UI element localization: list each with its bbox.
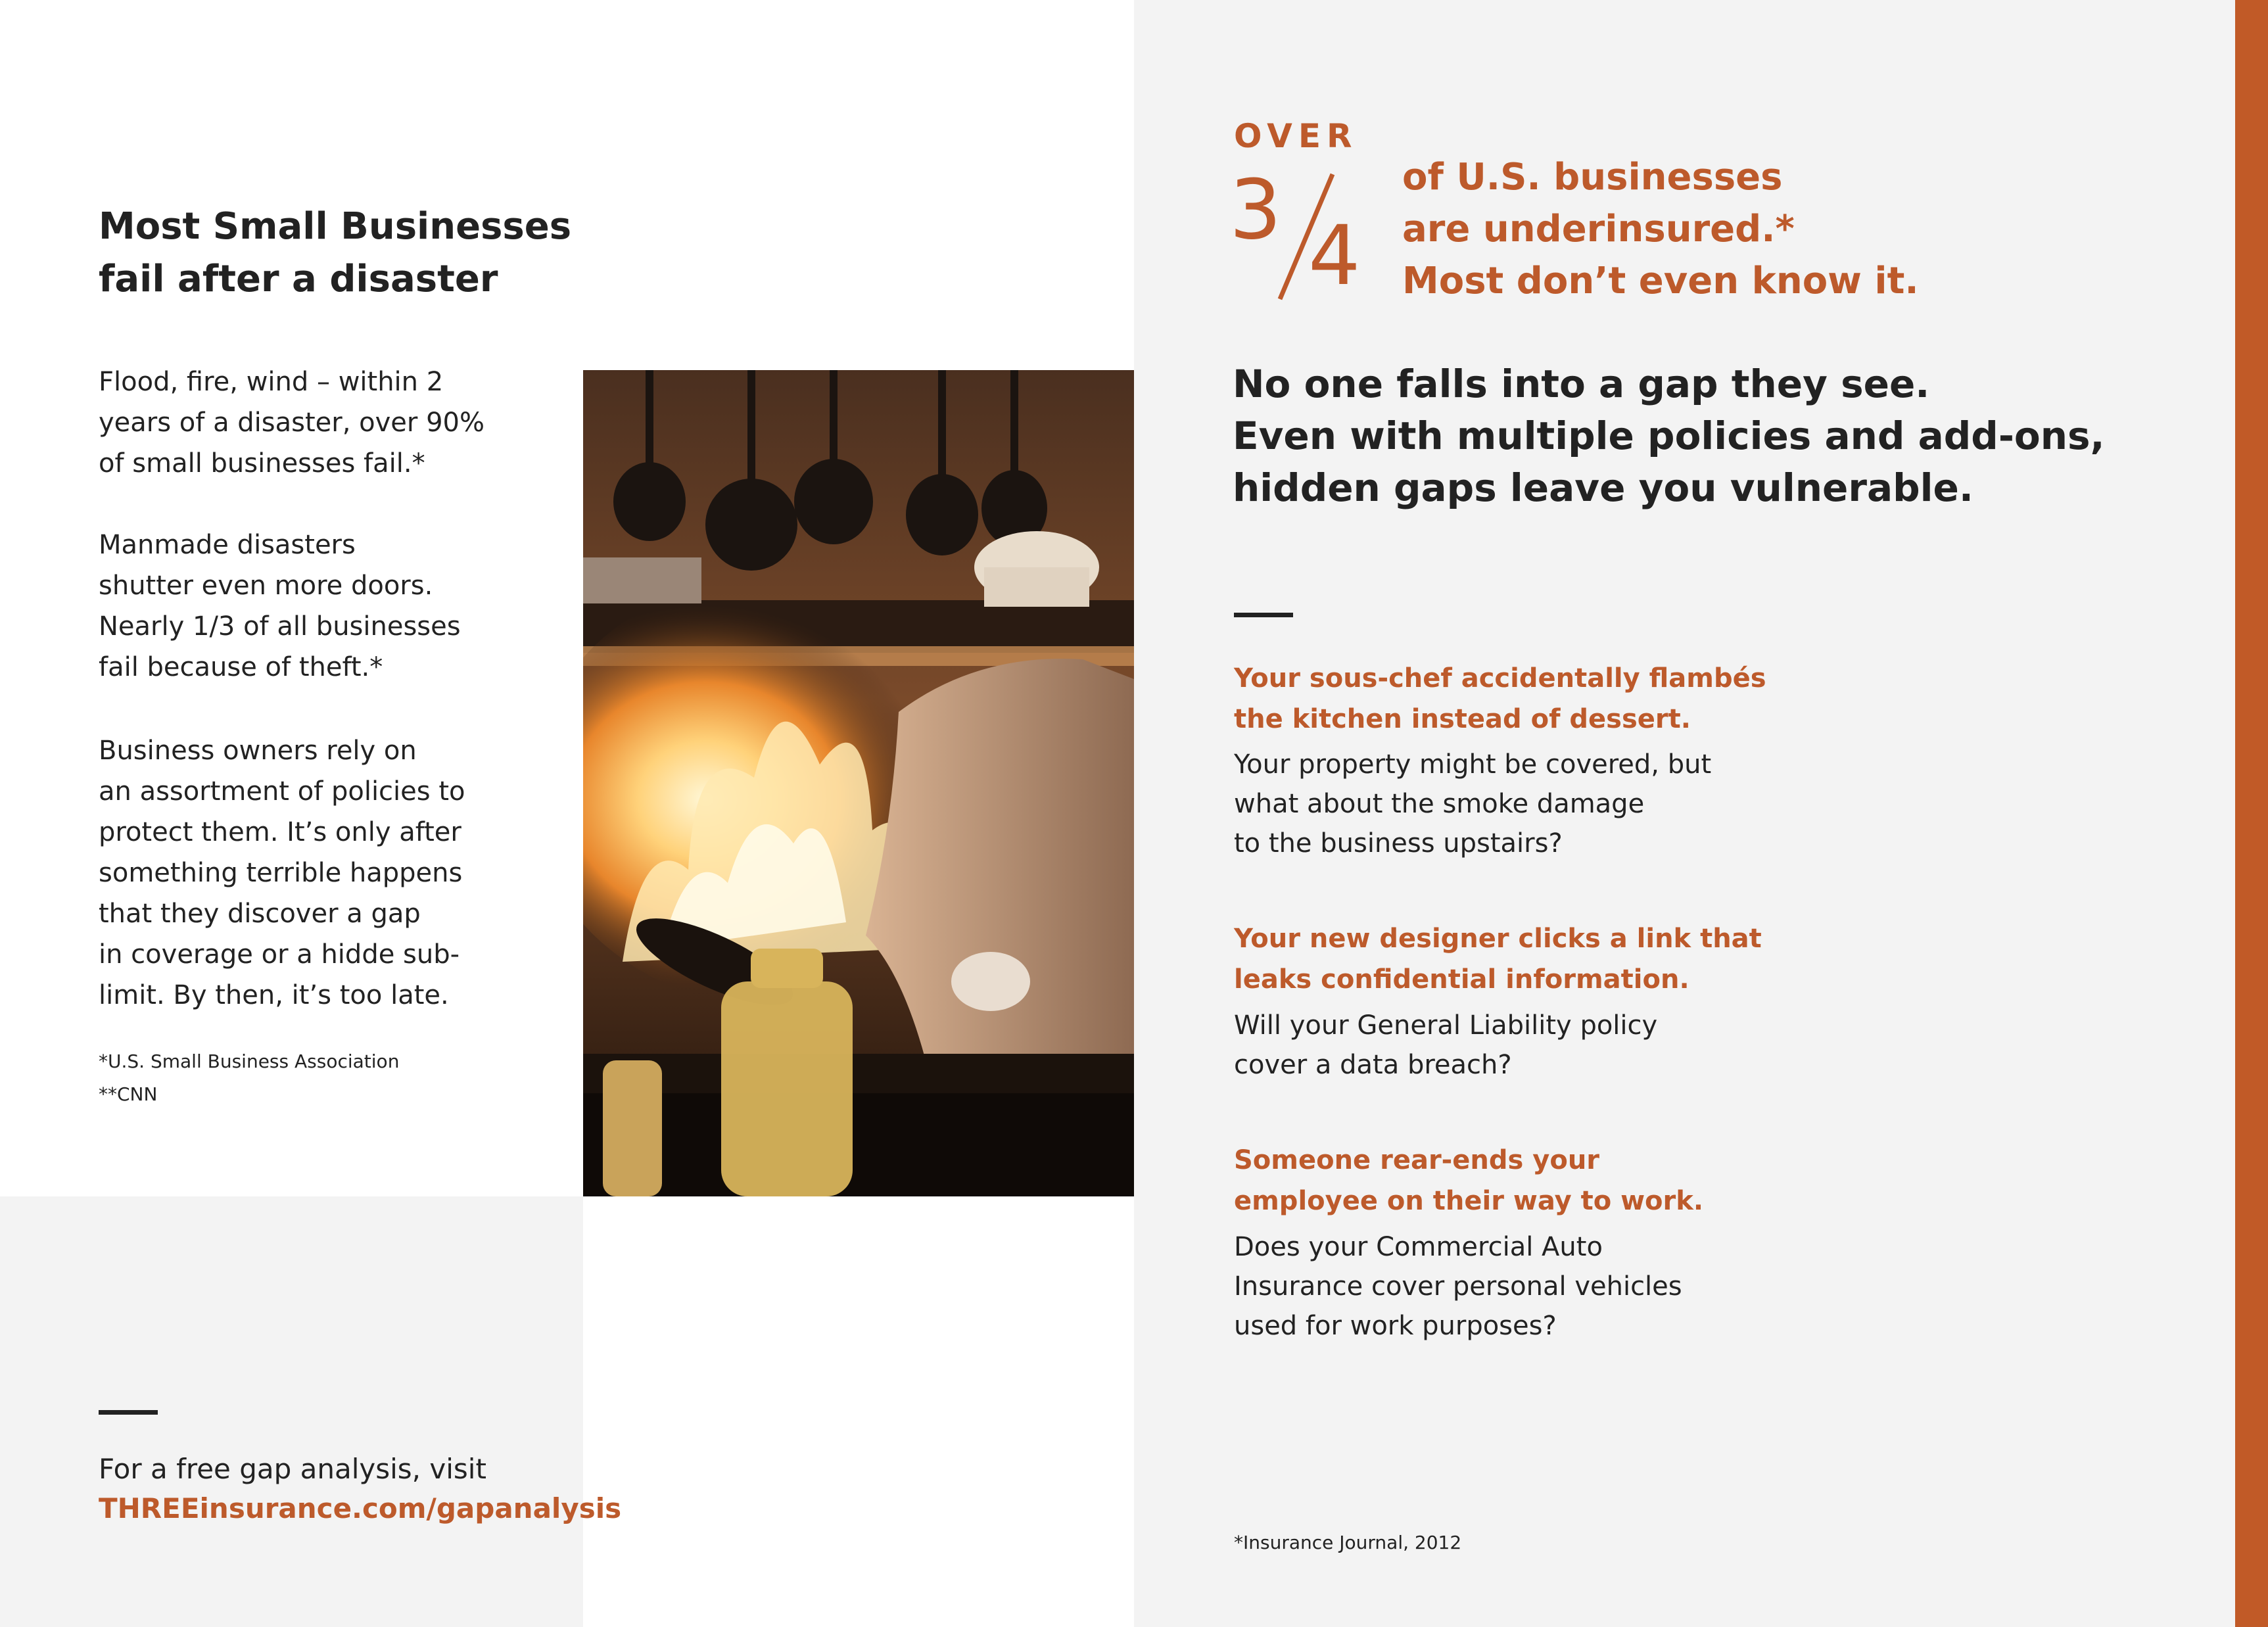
right-divider (1234, 613, 1293, 617)
fraction-numerator: 3 (1229, 162, 1282, 258)
left-bottom-panel-background (0, 1196, 583, 1627)
kitchen-fire-photo (583, 370, 1134, 1196)
paragraph-disasters: Flood, fire, wind – within 2 years of a disaster, over 90% of small businesses fail.* (99, 367, 484, 479)
scenario-2-body: Will your General Liability policy cover a data breach? (1234, 1010, 1658, 1080)
scenario-2-heading: Your new designer clicks a link that leaks confidential information. (1234, 924, 1762, 995)
paragraph-policies: Business owners rely on an assortment of policies to protect them. It’s only after something terrible happens that they discover a gap in coverage or a hidde sub- limit. By then, it’s too late. (99, 736, 465, 1010)
fraction-denominator: 4 (1308, 208, 1361, 304)
over-label: OVER (1234, 117, 1358, 155)
scenario-1-body: Your property might be covered, but what about the smoke damage to the business upstairs? (1234, 749, 1712, 859)
scenario-1-heading: Your sous-chef accidentally flambés the kitchen instead of dessert. (1234, 663, 1766, 734)
accent-strip (2235, 0, 2268, 1627)
left-footnotes: *U.S. Small Business Association **CNN (99, 1050, 400, 1105)
paragraph-manmade: Manmade disasters shutter even more doors. Nearly 1/3 of all businesses fail because of theft.* (99, 530, 461, 682)
underinsured-statement: of U.S. businesses are underinsured.* Most don’t even know it. (1402, 156, 1919, 302)
scenario-3-body: Does your Commercial Auto Insurance cover personal vehicles used for work purposes? (1234, 1232, 1682, 1341)
left-divider (99, 1410, 158, 1415)
cta-text: For a free gap analysis, visit (99, 1453, 486, 1485)
scenario-3-heading: Someone rear-ends your employee on their way to work. (1234, 1145, 1704, 1216)
right-footnote: *Insurance Journal, 2012 (1234, 1532, 1462, 1553)
left-title: Most Small Businesses fail after a disaster (99, 205, 572, 300)
three-quarters-fraction (1229, 164, 1374, 302)
gap-headline: No one falls into a gap they see. Even with multiple policies and add-ons, hidden gaps leave you vulnerable. (1233, 362, 2105, 510)
gap-analysis-link[interactable]: THREEinsurance.com/gapanalysis (99, 1492, 622, 1524)
